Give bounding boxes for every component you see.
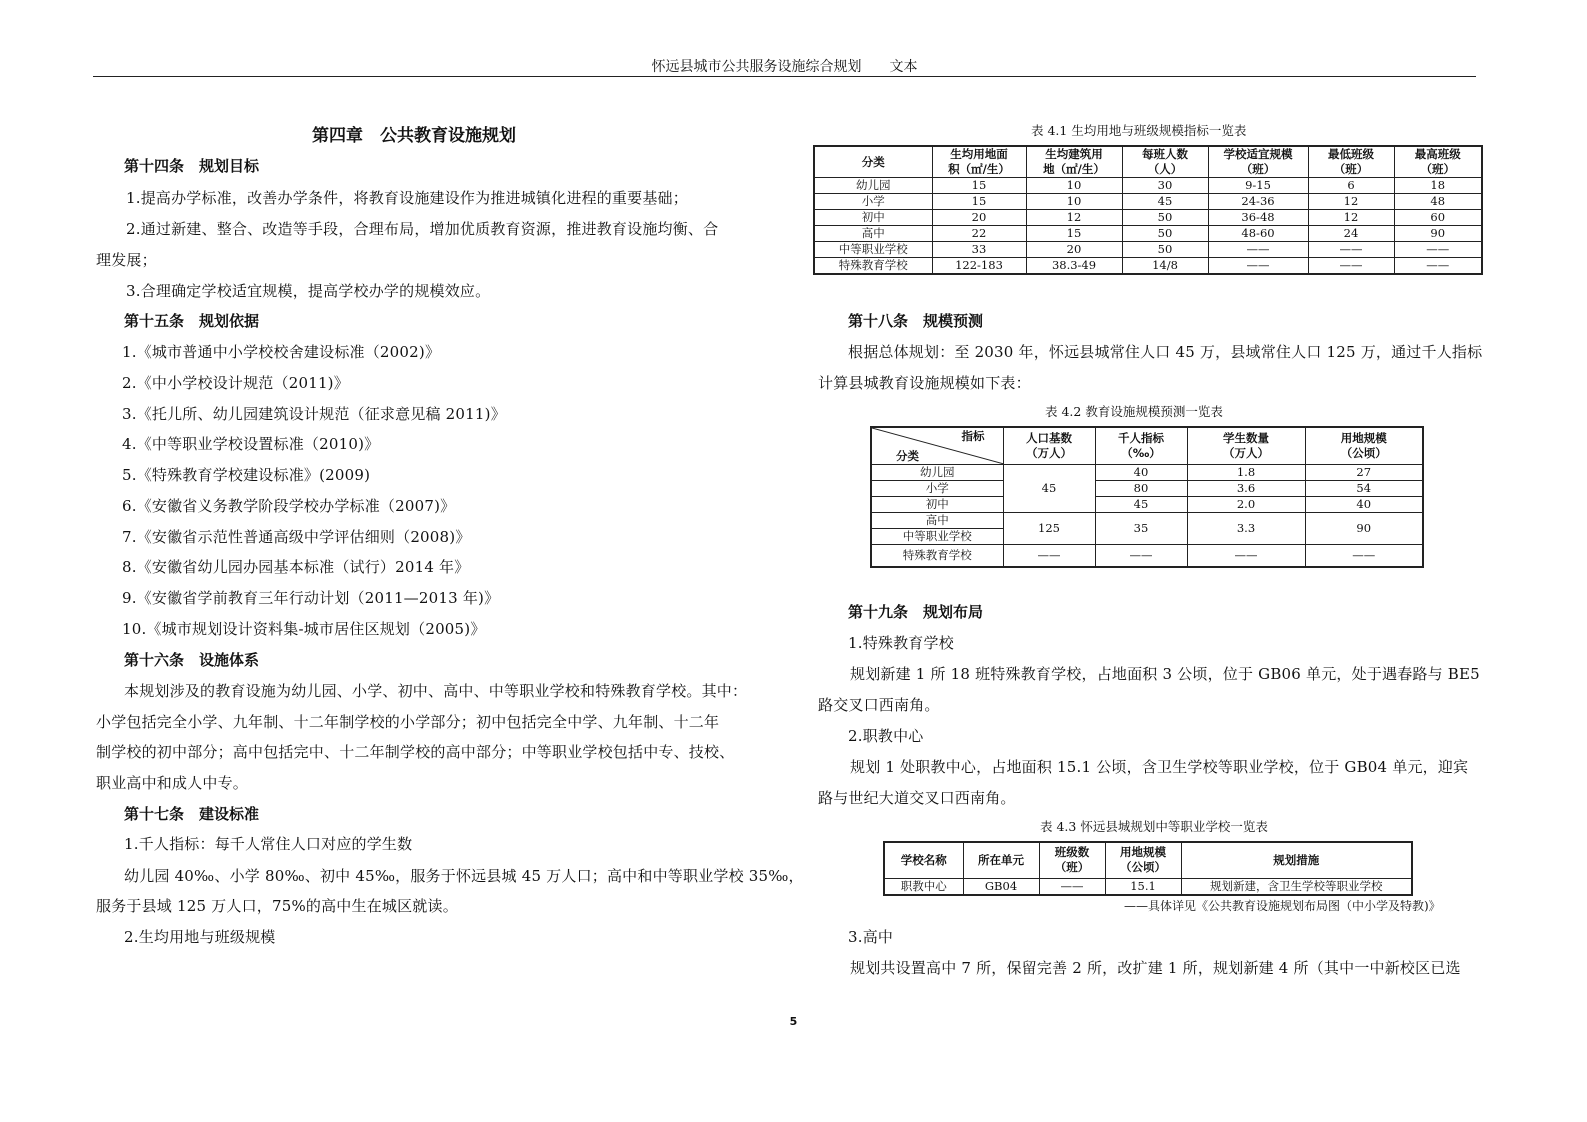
table-row xyxy=(871,545,1423,567)
table-header-cell: 千人指标 （‰） xyxy=(1095,427,1187,465)
art15-item: 9.《安徽省学前教育三年行动计划（2011—2013 年)》 xyxy=(122,589,500,607)
table-cell: —— xyxy=(1208,242,1308,258)
table-cell: 15 xyxy=(932,178,1026,194)
table-row xyxy=(884,878,1412,895)
table-cell: 36-48 xyxy=(1208,210,1308,226)
table-cell: —— xyxy=(1039,878,1105,895)
table-row xyxy=(871,481,1423,497)
table-cell: —— xyxy=(1095,545,1187,567)
article-15-title: 第十五条 规划依据 xyxy=(124,312,260,330)
table-cell: 125 xyxy=(1003,513,1095,545)
table-cell: 3.6 xyxy=(1187,481,1305,497)
article-19-title: 第十九条 规划布局 xyxy=(848,603,984,621)
table-cell: 职教中心 xyxy=(884,878,963,895)
table-cell: 10 xyxy=(1026,194,1122,210)
table-cell: 6 xyxy=(1308,178,1394,194)
table-cell: 幼儿园 xyxy=(814,178,932,194)
table-cell: 24 xyxy=(1308,226,1394,242)
table-cell: 54 xyxy=(1305,481,1423,497)
table-header-cell: 生均建筑用 地（㎡/生） xyxy=(1026,146,1122,178)
table-cell: 18 xyxy=(1394,178,1482,194)
table-cell: 45 xyxy=(1003,465,1095,513)
table-cell: 中等职业学校 xyxy=(871,529,1003,545)
art19-line: 路交叉口西南角。 xyxy=(818,696,940,714)
art14-item-2: 2.通过新建、整合、改造等手段，合理布局，增加优质教育资源，推进教育设施均衡、合 xyxy=(126,220,719,238)
table-cell: 12 xyxy=(1308,210,1394,226)
table-cell: 2.0 xyxy=(1187,497,1305,513)
table-cell: 特殊教育学校 xyxy=(814,258,932,275)
art19-line: 规划共设置高中 7 所，保留完善 2 所，改扩建 1 所，规划新建 4 所（其中一中新校区已选 xyxy=(850,959,1461,977)
table-cell: 9-15 xyxy=(1208,178,1308,194)
table-cell: 40 xyxy=(1305,497,1423,513)
table-cell: 50 xyxy=(1122,242,1208,258)
table-cell: 90 xyxy=(1394,226,1482,242)
art18-line: 根据总体规划：至 2030 年，怀远县城常住人口 45 万，县域常住人口 125 万，通过千人指标 xyxy=(848,343,1483,361)
table-cell: 48 xyxy=(1394,194,1482,210)
art15-item: 2.《中小学校设计规范（2011)》 xyxy=(122,374,349,392)
table-header-cell: 人口基数 （万人） xyxy=(1003,427,1095,465)
art19-line: 路与世纪大道交叉口西南角。 xyxy=(818,789,1016,807)
table-row xyxy=(814,242,1482,258)
art15-item: 6.《安徽省义务教学阶段学校办学标准（2007)》 xyxy=(122,497,456,515)
table-4-3 xyxy=(883,841,1413,896)
art18-line: 计算县城教育设施规模如下表： xyxy=(818,374,1031,392)
table-row xyxy=(871,497,1423,513)
running-header xyxy=(93,56,1476,77)
table-cell: 幼儿园 xyxy=(871,465,1003,481)
table-cell: —— xyxy=(1394,242,1482,258)
header-title: 怀远县城市公共服务设施综合规划 xyxy=(651,59,862,75)
art19-sub-3: 3.高中 xyxy=(848,928,894,946)
table-4-2 xyxy=(870,426,1424,568)
table-cell: 10 xyxy=(1026,178,1122,194)
table-cell: 高中 xyxy=(871,513,1003,529)
table-header-cell: 最低班级 （班） xyxy=(1308,146,1394,178)
table-cell: 38.3-49 xyxy=(1026,258,1122,275)
table-cell: 14/8 xyxy=(1122,258,1208,275)
table-cell: —— xyxy=(1308,258,1394,275)
art15-item: 8.《安徽省幼儿园办园基本标准（试行）2014 年》 xyxy=(122,558,470,576)
table-cell: 小学 xyxy=(814,194,932,210)
table-row xyxy=(814,178,1482,194)
table-cell: —— xyxy=(1305,545,1423,567)
art15-item: 10.《城市规划设计资料集-城市居住区规划（2005)》 xyxy=(122,620,486,638)
table-cell: GB04 xyxy=(963,878,1039,895)
table-header-cell: 学生数量 （万人） xyxy=(1187,427,1305,465)
table-header-cell: 每班人数 （人） xyxy=(1122,146,1208,178)
table-header-cell: 规划措施 xyxy=(1181,842,1412,878)
table-4-2-caption: 表 4.2 教育设施规模预测一览表 xyxy=(1045,404,1223,419)
table-row xyxy=(871,465,1423,481)
table-cell: 50 xyxy=(1122,226,1208,242)
art19-sub-2: 2.职教中心 xyxy=(848,727,924,745)
table-4-3-note: ——具体详见《公共教育设施规划布局图（中小学及特教)》 xyxy=(1124,899,1441,913)
article-16-title: 第十六条 设施体系 xyxy=(124,651,260,669)
table-cell: 中等职业学校 xyxy=(814,242,932,258)
table-cell: 15.1 xyxy=(1105,878,1181,895)
table-header-row xyxy=(884,842,1412,878)
art16-line: 本规划涉及的教育设施为幼儿园、小学、初中、高中、中等职业学校和特殊教育学校。其中： xyxy=(124,682,748,700)
table-cell: 48-60 xyxy=(1208,226,1308,242)
art14-item-2-cont: 理发展； xyxy=(96,251,157,269)
table-4-1 xyxy=(813,145,1483,275)
table-cell: —— xyxy=(1187,545,1305,567)
table-cell: 特殊教育学校 xyxy=(871,545,1003,567)
art15-item: 1.《城市普通中小学校校舍建设标准（2002)》 xyxy=(122,343,441,361)
table-header-cell: 最高班级 （班） xyxy=(1394,146,1482,178)
table-cell: 初中 xyxy=(814,210,932,226)
table-cell: 小学 xyxy=(871,481,1003,497)
article-18-title: 第十八条 规模预测 xyxy=(848,312,984,330)
table-row xyxy=(814,226,1482,242)
table-cell: —— xyxy=(1394,258,1482,275)
table-cell: 60 xyxy=(1394,210,1482,226)
table-row xyxy=(814,194,1482,210)
art16-line: 职业高中和成人中专。 xyxy=(96,774,249,792)
table-cell: 高中 xyxy=(814,226,932,242)
table-cell: 22 xyxy=(932,226,1026,242)
table-cell: 12 xyxy=(1026,210,1122,226)
diagonal-header-cell xyxy=(871,427,1003,465)
table-header-cell: 班级数 （班） xyxy=(1039,842,1105,878)
corner-label-bottom: 分类 xyxy=(896,449,919,463)
table-header-cell: 学校名称 xyxy=(884,842,963,878)
art19-line: 规划新建 1 所 18 班特殊教育学校，占地面积 3 公顷，位于 GB06 单元，处于遇春路与 BE5 xyxy=(850,665,1480,683)
table-cell: 15 xyxy=(1026,226,1122,242)
table-cell: 45 xyxy=(1095,497,1187,513)
art16-line: 小学包括完全小学、九年制、十二年制学校的小学部分；初中包括完全中学、九年制、十二年 xyxy=(96,713,720,731)
table-cell: —— xyxy=(1308,242,1394,258)
art15-item: 3.《托儿所、幼儿园建筑设计规范（征求意见稿 2011)》 xyxy=(122,405,506,423)
table-cell: 30 xyxy=(1122,178,1208,194)
table-cell: 35 xyxy=(1095,513,1187,545)
art17-line: 1.千人指标：每千人常住人口对应的学生数 xyxy=(124,835,413,853)
table-header-row xyxy=(814,146,1482,178)
page-number: 5 xyxy=(789,1015,798,1028)
table-header-cell: 用地规模 （公顷） xyxy=(1305,427,1423,465)
table-header-cell: 学校适宜规模 （班） xyxy=(1208,146,1308,178)
table-cell: 初中 xyxy=(871,497,1003,513)
table-row xyxy=(871,513,1423,529)
table-cell: 12 xyxy=(1308,194,1394,210)
article-14-title: 第十四条 规划目标 xyxy=(124,157,260,175)
art15-item: 7.《安徽省示范性普通高级中学评估细则（2008)》 xyxy=(122,528,471,546)
table-cell: 20 xyxy=(1026,242,1122,258)
table-cell: 80 xyxy=(1095,481,1187,497)
table-cell: 50 xyxy=(1122,210,1208,226)
corner-label-top: 指标 xyxy=(961,429,985,443)
art17-line: 服务于县域 125 万人口，75%的高中生在城区就读。 xyxy=(96,897,458,915)
table-cell: —— xyxy=(1003,545,1095,567)
table-header-cell: 分类 xyxy=(814,146,932,178)
art14-item-1: 1.提高办学标准，改善办学条件，将教育设施建设作为推进城镇化进程的重要基础； xyxy=(126,189,688,207)
table-header-row xyxy=(871,427,1423,465)
table-4-3-caption: 表 4.3 怀远县城规划中等职业学校一览表 xyxy=(1040,819,1268,834)
table-cell: —— xyxy=(1208,258,1308,275)
art16-line: 制学校的初中部分；高中包括完中、十二年制学校的高中部分；中等职业学校包括中专、技校、 xyxy=(96,743,735,761)
table-cell: 27 xyxy=(1305,465,1423,481)
table-cell: 1.8 xyxy=(1187,465,1305,481)
art15-item: 5.《特殊教育学校建设标准》(2009) xyxy=(122,466,371,484)
table-cell: 20 xyxy=(932,210,1026,226)
table-header-cell: 用地规模 （公顷） xyxy=(1105,842,1181,878)
table-cell: 45 xyxy=(1122,194,1208,210)
article-17-title: 第十七条 建设标准 xyxy=(124,805,260,823)
header-doc-type: 文本 xyxy=(889,59,918,75)
table-cell: 24-36 xyxy=(1208,194,1308,210)
table-cell: 122-183 xyxy=(932,258,1026,275)
art14-item-3: 3.合理确定学校适宜规模，提高学校办学的规模效应。 xyxy=(126,282,491,300)
table-row xyxy=(814,258,1482,275)
table-header-cell: 所在单元 xyxy=(963,842,1039,878)
table-cell: 40 xyxy=(1095,465,1187,481)
table-row xyxy=(814,210,1482,226)
table-4-1-caption: 表 4.1 生均用地与班级规模指标一览表 xyxy=(1031,123,1247,138)
art17-line: 幼儿园 40‰、小学 80‰、初中 45‰，服务于怀远县城 45 万人口；高中和中等职业学校 35‰， xyxy=(124,867,804,885)
art17-line: 2.生均用地与班级规模 xyxy=(124,928,276,946)
art19-sub-1: 1.特殊教育学校 xyxy=(848,634,954,652)
table-cell: 规划新建，含卫生学校等职业学校 xyxy=(1181,878,1412,895)
table-cell: 33 xyxy=(932,242,1026,258)
chapter-title: 第四章 公共教育设施规划 xyxy=(312,126,516,146)
table-header-cell: 生均用地面 积（㎡/生） xyxy=(932,146,1026,178)
art15-item: 4.《中等职业学校设置标准（2010)》 xyxy=(122,435,380,453)
art19-line: 规划 1 处职教中心，占地面积 15.1 公顷，含卫生学校等职业学校，位于 GB04 单元，迎宾 xyxy=(850,758,1469,776)
table-cell: 3.3 xyxy=(1187,513,1305,545)
table-cell: 90 xyxy=(1305,513,1423,545)
table-cell: 15 xyxy=(932,194,1026,210)
